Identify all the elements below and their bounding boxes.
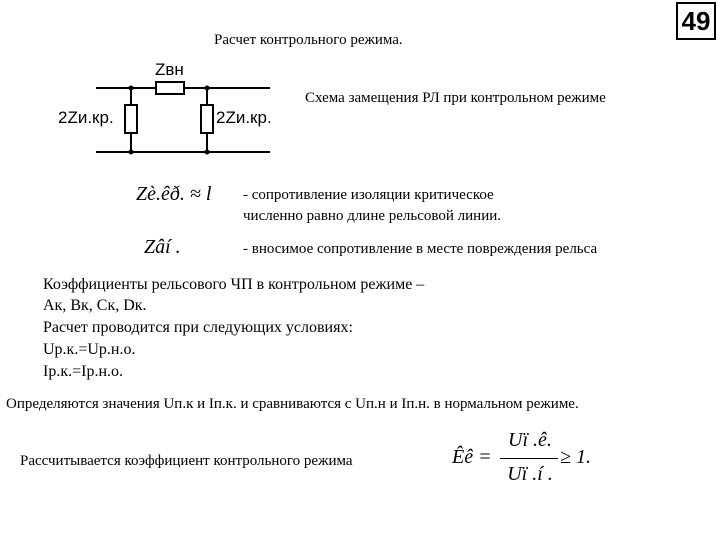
- coefficients-line: Коэффициенты рельсового ЧП в контрольном режиме –: [43, 276, 425, 293]
- node-dot: [129, 150, 134, 155]
- node-dot: [205, 150, 210, 155]
- insulation-resistance-formula: Zè.êð. ≈ l: [136, 183, 212, 205]
- page-number: 49: [676, 2, 716, 40]
- fraction-bar: [500, 458, 558, 459]
- left-shunt-resistor: [125, 105, 137, 133]
- coefficient-lhs: Êê =: [452, 446, 492, 468]
- current-condition: Iр.к.=Iр.н.о.: [43, 363, 124, 380]
- node-dot: [205, 86, 210, 91]
- page-title: Расчет контрольного режима.: [214, 32, 403, 48]
- determination-text: Определяются значения Uп.к и Iп.к. и сравниваются с Uп.н и Iп.н. в нормальном режиме.: [6, 396, 579, 412]
- node-dot: [129, 86, 134, 91]
- series-impedance-label: Zвн: [155, 60, 184, 79]
- series-resistor: [156, 82, 184, 94]
- right-shunt-resistor: [201, 105, 213, 133]
- voltage-condition: Uр.к.=Uр.н.о.: [43, 341, 136, 358]
- coefficient-label: Рассчитывается коэффициент контрольного режима: [20, 453, 353, 469]
- inserted-resistance-formula: Zâí .: [144, 236, 181, 258]
- right-shunt-label: 2Zи.кр.: [216, 108, 272, 127]
- equivalent-circuit-diagram: [0, 0, 720, 170]
- circuit-caption: Схема замещения РЛ при контрольном режиме: [305, 90, 606, 106]
- formula-numerator: Uï .ê.: [508, 429, 552, 451]
- conditions-heading: Расчет проводится при следующих условиях:: [43, 319, 353, 336]
- coefficients-list: Ак, Вк, Ск, Dк.: [43, 297, 147, 314]
- left-shunt-label: 2Zи.кр.: [58, 108, 114, 127]
- inserted-resistance-desc: - вносимое сопротивление в месте повреждения рельса: [243, 241, 598, 257]
- formula-denominator: Uï .í .: [507, 463, 553, 485]
- insulation-resistance-desc-line1: - сопротивление изоляции критическое: [243, 187, 494, 203]
- insulation-resistance-desc-line2: численно равно длине рельсовой линии.: [243, 208, 502, 224]
- coefficient-rhs: ≥ 1.: [560, 446, 591, 468]
